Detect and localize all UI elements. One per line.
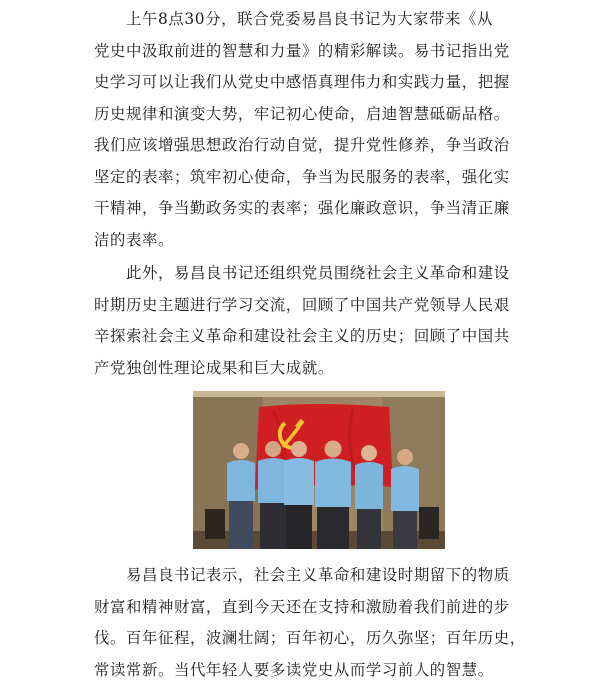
text-line: 财富和精神财富，直到今天还在支持和激励着我们前进的步 bbox=[94, 597, 510, 616]
text-line: 洁的表率。 bbox=[94, 230, 174, 249]
text-line: 产党独创性理论成果和巨大成就。 bbox=[94, 358, 334, 377]
text-line: 坚定的表率；筑牢初心使命，争当为民服务的表率，强化实 bbox=[94, 167, 510, 186]
text-line: 干精神，争当勤政务实的表率；强化廉政意识，争当清正廉 bbox=[94, 199, 510, 217]
text-line: 易昌良书记表示，社会主义革命和建设时期留下的物质 bbox=[94, 566, 510, 584]
text-line: 史学习可以让我们从党史中感悟真理伟力和实践力量，把握 bbox=[94, 73, 510, 91]
group-photo bbox=[193, 391, 445, 549]
group-photo-image bbox=[193, 391, 445, 549]
paragraph-1 bbox=[94, 4, 518, 256]
text-line: 辛探索社会主义革命和建设社会主义的历史；回顾了中国共 bbox=[94, 327, 510, 345]
paragraph-3 bbox=[94, 560, 526, 686]
text-line: 时期历史主题进行学习交流，回顾了中国共产党领导人民艰 bbox=[94, 295, 510, 314]
text-line: 常读常新。当代年轻人要多读党史从而学习前人的智慧。 bbox=[94, 660, 494, 679]
text-line: 上午8点30分，联合党委易昌良书记为大家带来《从 bbox=[94, 10, 493, 28]
paragraph-2 bbox=[94, 258, 518, 384]
text-line: 伐。百年征程，波澜壮阔；百年初心，历久弥坚；百年历史， bbox=[94, 629, 526, 647]
text-line: 党史中汲取前进的智慧和力量》的精彩解读。易书记指出党 bbox=[94, 41, 510, 60]
text-line: 此外，易昌良书记还组织党员围绕社会主义革命和建设 bbox=[94, 264, 510, 282]
text-line: 历史规律和演变大势，牢记初心使命，启迪智慧砥砺品格。 bbox=[94, 104, 510, 123]
text-line: 我们应该增强思想政治行动自觉，提升党性修养，争当政治 bbox=[94, 136, 510, 154]
